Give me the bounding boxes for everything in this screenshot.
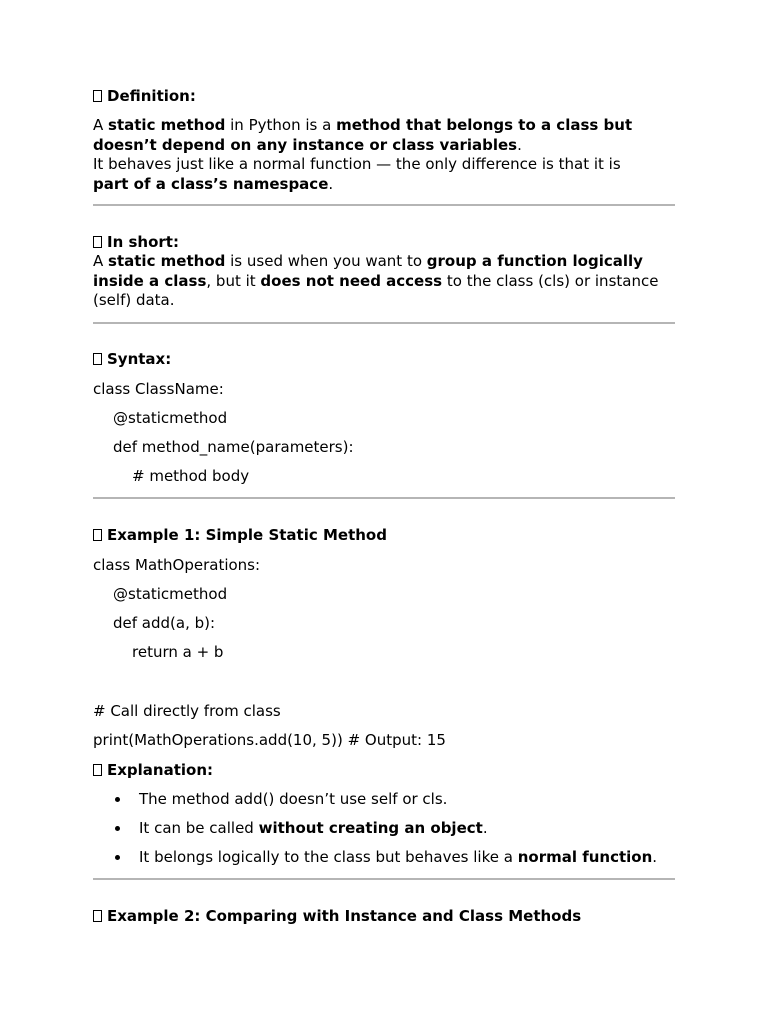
- code-comment: # Call directly from class: [93, 702, 281, 720]
- code-line: # method body: [132, 467, 250, 485]
- in-short-paragraph: A static method is used when you want to group a function logically inside a class, but it does not need access to the class (cls) or instance (self) data.: [93, 252, 659, 309]
- syntax-heading: Syntax:: [93, 349, 171, 369]
- emoji-placeholder-icon: [93, 910, 102, 922]
- emoji-placeholder-icon: [93, 236, 102, 248]
- list-item: It can be called without creating an object.: [139, 819, 488, 837]
- emoji-placeholder-icon: [93, 353, 102, 365]
- bullet-icon: [115, 826, 120, 831]
- code-line: @staticmethod: [113, 409, 228, 427]
- example1-heading: Example 1: Simple Static Method: [93, 525, 387, 545]
- list-item: It belongs logically to the class but behaves like a normal function.: [139, 848, 658, 866]
- code-line: return a + b: [132, 643, 224, 661]
- code-line: def add(a, b):: [113, 614, 216, 632]
- code-line: class ClassName:: [93, 380, 224, 398]
- list-item: The method add() doesn’t use self or cls.: [139, 790, 448, 808]
- code-line: @staticmethod: [113, 585, 228, 603]
- emoji-placeholder-icon: [93, 764, 102, 776]
- divider: [93, 322, 675, 324]
- bullet-icon: [115, 855, 120, 860]
- divider: [93, 497, 675, 499]
- code-line: def method_name(parameters):: [113, 438, 354, 456]
- explanation-heading: Explanation:: [93, 760, 213, 780]
- emoji-placeholder-icon: [93, 90, 102, 102]
- code-line: class MathOperations:: [93, 556, 261, 574]
- in-short-heading: In short:: [93, 232, 179, 252]
- emoji-placeholder-icon: [93, 529, 102, 541]
- example2-heading: Example 2: Comparing with Instance and Class Methods: [93, 906, 581, 926]
- bullet-icon: [115, 797, 120, 802]
- divider: [93, 204, 675, 206]
- definition-paragraph: A static method in Python is a method that belongs to a class but doesn’t depend on any instance or class variables. It behaves just like a normal function — the only difference is that it is part of a class’s namespace.: [93, 116, 633, 193]
- divider: [93, 878, 675, 880]
- code-line: print(MathOperations.add(10, 5)) # Output: 15: [93, 731, 446, 749]
- definition-heading: Definition:: [93, 86, 196, 106]
